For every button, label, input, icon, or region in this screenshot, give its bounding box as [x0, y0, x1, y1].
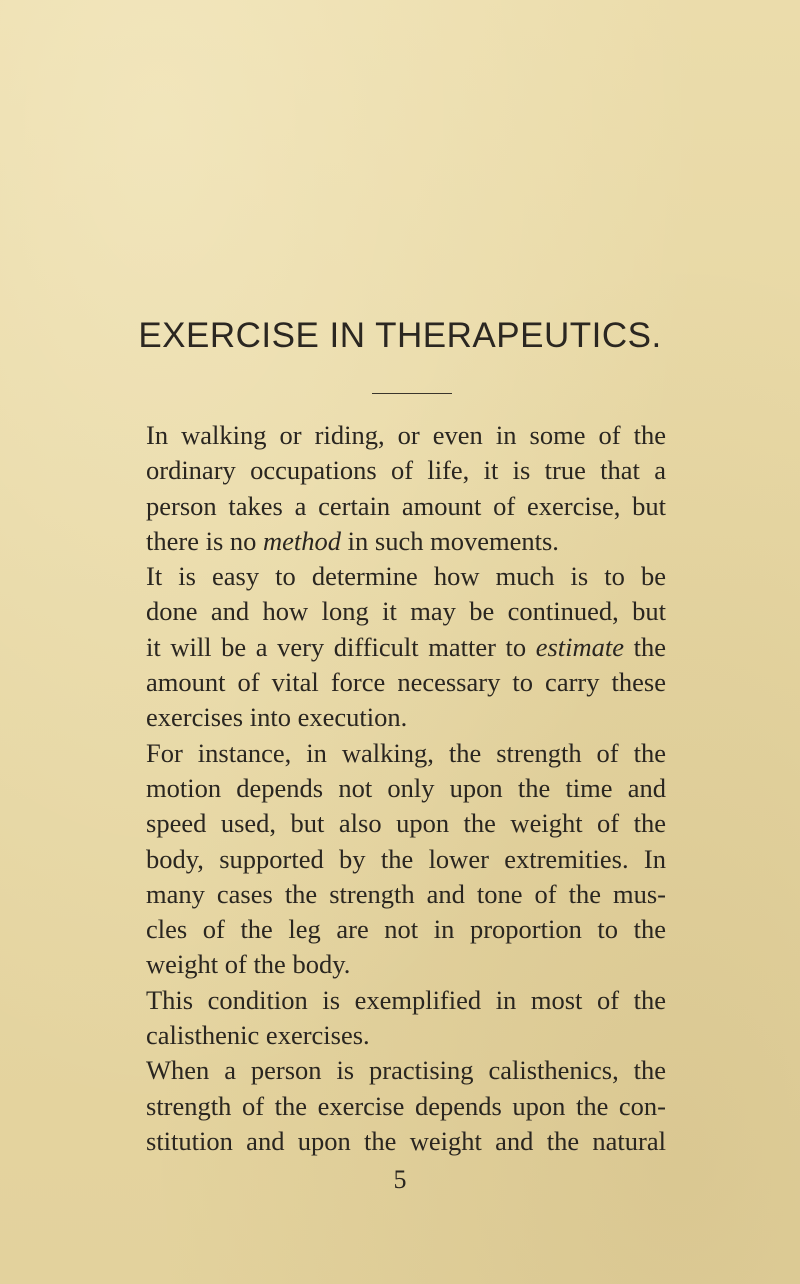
text-line: For instance, in walking, the strength of the	[146, 737, 666, 768]
body-text	[146, 418, 666, 1159]
text-line: person takes a certain amount of exercise, but	[146, 490, 666, 521]
text-line: motion depends not only upon the time and	[146, 772, 666, 803]
text-line: When a person is practising calisthenics, the	[146, 1055, 666, 1086]
text-line: weight of the body.	[146, 949, 351, 980]
text-line: cles of the leg are not in proportion to the	[146, 914, 666, 945]
text-line: done and how long it may be continued, but	[146, 596, 666, 627]
text-line: It is easy to determine how much is to be	[146, 561, 666, 592]
text-line: many cases the strength and tone of the mus-	[146, 878, 666, 909]
text-line: there is no method in such movements.	[146, 525, 559, 556]
text-line: body, supported by the lower extremities. In	[146, 843, 666, 874]
text-line: In walking or riding, or even in some of the	[146, 420, 666, 450]
text-line: speed used, but also upon the weight of the	[146, 808, 666, 839]
text-line: strength of the exercise depends upon the con-	[146, 1090, 666, 1121]
text-line: This condition is exemplified in most of the	[146, 984, 666, 1015]
emphasis-estimate: estimate	[535, 631, 625, 662]
page-number: 5	[393, 1165, 407, 1194]
text-line: calisthenic exercises.	[146, 1020, 370, 1051]
title-divider	[372, 393, 452, 394]
chapter-title: EXERCISE IN THERAPEUTICS.	[138, 316, 662, 355]
emphasis-method: method	[263, 525, 342, 556]
text-line: it will be a very difficult matter to estimate the	[146, 631, 666, 662]
text-line: ordinary occupations of life, it is true that a	[146, 455, 666, 486]
text-line: exercises into execution.	[146, 702, 408, 733]
text-line: amount of vital force necessary to carry these	[146, 667, 666, 698]
text-line: stitution and upon the weight and the natural	[146, 1125, 666, 1156]
